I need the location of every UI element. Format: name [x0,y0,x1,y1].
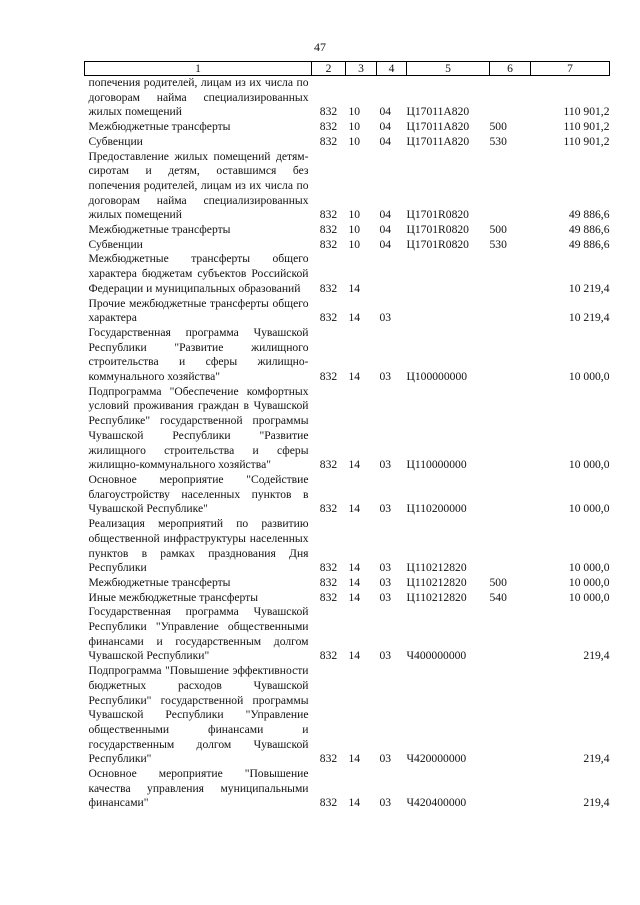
table-row [85,385,610,473]
table-row [85,76,610,121]
row-ministry-code: 832 [319,575,338,589]
row-expense-type [490,605,531,664]
row-subsection-code: 03 [379,370,392,384]
header-col-3: 3 [346,62,377,76]
row-section-code: 14 [348,752,361,766]
row-ministry-code: 832 [319,502,338,516]
table-body [85,76,610,812]
table-row [85,605,610,664]
row-expense-type [490,517,531,576]
row-expense-type [490,326,531,385]
row-expense-type: 500 [489,223,507,237]
row-target-article: Ч420000000 [406,752,467,766]
table-header [85,62,610,76]
row-target-article: Ц17011А820 [406,134,470,148]
row-name: Межбюджетные трансферты [88,575,231,589]
header-col-5: 5 [407,62,490,76]
row-ministry-code: 832 [319,223,338,237]
table-row [85,252,610,296]
row-ministry-code: 832 [319,311,338,325]
row-target-article: Ц110212820 [406,590,467,604]
row-name: Межбюджетные трансферты [88,120,231,134]
table-row [85,297,610,326]
table-row [85,135,610,150]
row-ministry-code: 832 [319,237,338,251]
row-amount: 10 000,0 [568,575,610,589]
row-expense-type: 530 [489,134,507,148]
row-section-code: 14 [348,311,361,325]
row-subsection-code: 03 [379,502,392,516]
table-row [85,591,610,606]
row-amount: 10 219,4 [568,311,610,325]
row-ministry-code: 832 [319,590,338,604]
row-amount: 10 000,0 [568,370,610,384]
row-section-code: 10 [348,237,361,251]
row-name: Государственная программа Чувашской Республики "Управление общественными финансами и государственным долгом Чувашской Республики" [88,605,309,663]
row-amount: 49 886,6 [568,223,610,237]
row-amount: 49 886,6 [568,208,610,222]
row-name: Реализация мероприятий по развитию общественной инфраструктуры населенных пунктов в рамках празднования Дня Республики [88,517,309,575]
row-subsection-code: 03 [379,561,392,575]
header-col-1: 1 [85,62,312,76]
row-subsection-code: 03 [379,649,392,663]
row-subsection-code: 03 [379,590,392,604]
row-subsection-code: 04 [379,105,392,119]
row-amount: 10 000,0 [568,502,610,516]
table-row [85,473,610,517]
row-expense-type: 530 [489,237,507,251]
row-subsection-code: 04 [379,208,392,222]
row-section-code: 10 [348,105,361,119]
row-name: Субвенции [88,134,143,148]
table-row [85,223,610,238]
row-ministry-code: 832 [319,281,338,295]
row-target-article: Ц110200000 [406,502,467,516]
row-ministry-code: 832 [319,120,338,134]
row-expense-type [490,385,531,473]
row-section-code: 14 [348,796,361,810]
row-expense-type [490,76,531,121]
row-subsection-code [377,252,407,296]
table-row [85,150,610,224]
row-target-article: Ц100000000 [406,370,468,384]
row-ministry-code: 832 [319,752,338,766]
row-ministry-code: 832 [319,134,338,148]
row-target-article: Ц110212820 [406,575,467,589]
row-expense-type [490,664,531,767]
table-row [85,576,610,591]
row-target-article: Ц17011А820 [406,105,470,119]
row-name: Межбюджетные трансферты [88,223,231,237]
row-target-article: Ц110000000 [406,458,467,472]
row-subsection-code: 04 [379,120,392,134]
page-number: 47 [314,40,326,54]
row-ministry-code: 832 [319,649,338,663]
row-subsection-code: 03 [379,311,392,325]
row-amount: 219,4 [583,649,610,663]
row-section-code: 10 [348,223,361,237]
row-name: Межбюджетные трансферты общего характера бюджетам субъектов Российской Федерации и муниципальных образований [88,252,309,295]
row-target-article [407,252,490,296]
row-section-code: 14 [348,649,361,663]
row-amount: 10 219,4 [568,281,610,295]
table-row [85,664,610,767]
row-expense-type [490,767,531,811]
row-amount: 10 000,0 [568,590,610,604]
row-expense-type: 500 [489,575,507,589]
budget-table [84,61,610,811]
row-amount: 110 901,2 [563,134,610,148]
row-target-article: Ц1701R0820 [406,223,469,237]
row-ministry-code: 832 [319,458,338,472]
row-target-article: Ч420400000 [406,796,467,810]
header-col-2: 2 [312,62,346,76]
header-col-6: 6 [490,62,531,76]
row-target-article: Ч400000000 [406,649,467,663]
table-row [85,517,610,576]
row-ministry-code: 832 [319,105,338,119]
row-ministry-code: 832 [319,370,338,384]
row-name: Основное мероприятие "Содействие благоустройству населенных пунктов в Чувашской Республике" [88,472,309,516]
row-subsection-code: 03 [379,458,392,472]
row-expense-type [490,473,531,517]
row-amount: 219,4 [583,796,610,810]
row-section-code: 14 [348,458,361,472]
row-expense-type [490,252,531,296]
row-expense-type [490,150,531,224]
row-name: попечения родителей, лицам из их числа по договорам найма специализированных жилых помещений [88,76,309,119]
table-row [85,767,610,811]
row-amount: 10 000,0 [568,458,610,472]
row-expense-type: 540 [489,590,507,604]
row-subsection-code: 03 [379,575,392,589]
header-col-4: 4 [377,62,407,76]
row-section-code: 14 [348,502,361,516]
row-section-code: 14 [348,575,361,589]
row-subsection-code: 03 [379,796,392,810]
row-section-code: 14 [348,590,361,604]
row-name: Иные межбюджетные трансферты [88,590,259,604]
row-name: Государственная программа Чувашской Республики "Развитие жилищного строительства и сферы жилищно-коммунального хозяйства" [88,325,309,384]
row-name: Прочие межбюджетные трансферты общего характера [88,296,309,325]
row-name: Предоставление жилых помещений детям-сиротам и детям, оставшимся без попечения родителей, лицам из их числа по договорам найма специализированных жилых помещений [88,149,309,222]
row-name: Подпрограмма "Обеспечение комфортных условий проживания граждан в Чувашской Республике" государственной программы Чувашской Республики "Развитие жилищного строительства и сферы жилищно-коммунального хозяйства" [88,384,309,472]
row-subsection-code: 03 [379,752,392,766]
row-name: Подпрограмма "Повышение эффективности бюджетных расходов Чувашской Республики" государственной программы Чувашской Республики "Управление общественными финансами и государственным долгом Чувашской Республики" [88,664,309,766]
header-col-7: 7 [531,62,610,76]
row-name: Субвенции [88,237,143,251]
row-amount: 110 901,2 [563,120,610,134]
row-section-code: 14 [348,370,361,384]
row-amount: 219,4 [583,752,610,766]
row-amount: 10 000,0 [568,561,610,575]
row-target-article: Ц1701R0820 [406,208,469,222]
row-ministry-code: 832 [319,208,338,222]
table-row [85,326,610,385]
row-section-code: 14 [348,561,361,575]
row-section-code: 10 [348,208,361,222]
row-expense-type [490,297,531,326]
row-target-article: Ц17011А820 [406,120,470,134]
row-section-code: 14 [348,281,361,295]
row-target-article [407,297,490,326]
row-amount: 49 886,6 [568,237,610,251]
row-subsection-code: 04 [379,134,392,148]
row-amount: 110 901,2 [563,105,610,119]
row-ministry-code: 832 [319,796,338,810]
row-name: Основное мероприятие "Повышение качества управления муниципальными финансами" [88,767,309,810]
row-subsection-code: 04 [379,223,392,237]
row-subsection-code: 04 [379,237,392,251]
row-target-article: Ц110212820 [406,561,467,575]
row-target-article: Ц1701R0820 [406,237,469,251]
row-section-code: 10 [348,134,361,148]
row-ministry-code: 832 [319,561,338,575]
table-row [85,120,610,135]
row-section-code: 10 [348,120,361,134]
row-expense-type: 500 [489,120,507,134]
table-row [85,238,610,253]
